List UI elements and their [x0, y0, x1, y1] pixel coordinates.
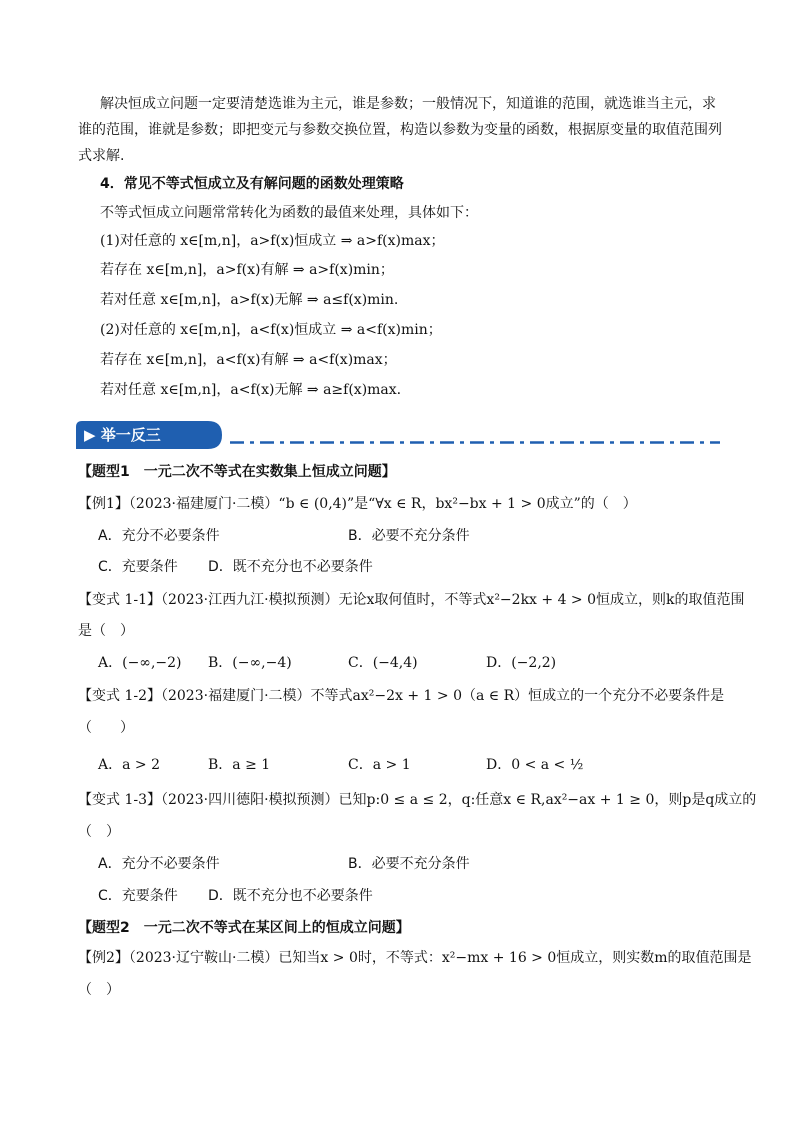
dash-divider [230, 441, 720, 444]
example-2-stem-line-2: （ ） [78, 982, 120, 998]
strategy-item-6: 若对任意 x∈[m,n]，a<f(x)无解 ⇒ a≥f(x)max. [100, 382, 402, 398]
variant-1-1-option-c: C．(−4,4) [348, 655, 418, 671]
section-banner-text: ▶ 举一反三 [84, 426, 161, 444]
section-4-heading: 4．常见不等式恒成立及有解问题的函数处理策略 [100, 176, 404, 192]
variant-1-1-stem-line-1: 【变式 1-1】（2023·江西九江·模拟预测）无论x取何值时，不等式x²−2kx + 4 > 0恒成立，则k的取值范围 [78, 592, 745, 608]
section-4-desc: 不等式恒成立问题常常转化为函数的最值来处理，具体如下： [100, 205, 478, 221]
variant-1-1-stem-line-2: 是（ ） [78, 623, 134, 639]
variant-1-3-stem-line-2: （ ） [78, 824, 120, 840]
intro-line-2: 谁的范围，谁就是参数；即把变元与参数交换位置，构造以参数为变量的函数，根据原变量的取值范围列 [78, 122, 722, 138]
variant-1-2-stem-line-1: 【变式 1-2】（2023·福建厦门·二模）不等式ax²−2x + 1 > 0（a ∈ R）恒成立的一个充分不必要条件是 [78, 688, 725, 704]
variant-1-2-option-d: D．0 < a < ½ [486, 757, 584, 773]
example-1-option-a: A．充分不必要条件 [98, 528, 220, 544]
strategy-item-4: (2)对任意的 x∈[m,n]，a<f(x)恒成立 ⇒ a<f(x)min； [100, 322, 442, 338]
example-2-stem-line-1: 【例2】（2023·辽宁鞍山·二模）已知当x > 0时，不等式：x²−mx + 16 > 0恒成立，则实数m的取值范围是 [78, 950, 752, 966]
variant-1-1-option-b: B．(−∞,−4) [208, 655, 292, 671]
type-1-title: 【题型1 一元二次不等式在实数集上恒成立问题】 [78, 464, 396, 480]
strategy-item-2: 若存在 x∈[m,n]，a>f(x)有解 ⇒ a>f(x)min； [100, 262, 394, 278]
example-1-option-d: D．既不充分也不必要条件 [208, 559, 373, 575]
variant-1-3-stem-line-1: 【变式 1-3】（2023·四川德阳·模拟预测）已知p:0 ≤ a ≤ 2，q:任意x ∈ R,ax²−ax + 1 ≥ 0，则p是q成立的 [78, 792, 757, 808]
intro-line-1: 解决恒成立问题一定要清楚选谁为主元，谁是参数；一般情况下，知道谁的范围，就选谁当主元，求 [100, 96, 716, 112]
variant-1-1-option-a: A．(−∞,−2) [98, 655, 182, 671]
strategy-item-1: (1)对任意的 x∈[m,n]，a>f(x)恒成立 ⇒ a>f(x)max； [100, 233, 445, 249]
type-2-title: 【题型2 一元二次不等式在某区间上的恒成立问题】 [78, 920, 410, 936]
variant-1-3-option-d: D．既不充分也不必要条件 [208, 888, 373, 904]
strategy-item-3: 若对任意 x∈[m,n]，a>f(x)无解 ⇒ a≤f(x)min. [100, 292, 399, 308]
strategy-item-5: 若存在 x∈[m,n]，a<f(x)有解 ⇒ a<f(x)max； [100, 352, 397, 368]
intro-line-3: 式求解. [78, 148, 125, 164]
example-1-stem: 【例1】（2023·福建厦门·二模）“b ∈ (0,4)”是“∀x ∈ R，bx²−bx + 1 > 0成立”的（ ） [78, 496, 637, 512]
variant-1-2-option-c: C．a > 1 [348, 757, 411, 773]
variant-1-3-option-a: A．充分不必要条件 [98, 856, 220, 872]
variant-1-3-option-c: C．充要条件 [98, 888, 178, 904]
example-1-option-c: C．充要条件 [98, 559, 178, 575]
variant-1-1-option-d: D．(−2,2) [486, 655, 557, 671]
example-1-option-b: B．必要不充分条件 [348, 528, 470, 544]
variant-1-2-option-a: A．a > 2 [98, 757, 160, 773]
variant-1-2-stem-line-2: （ ） [78, 720, 134, 736]
variant-1-3-option-b: B．必要不充分条件 [348, 856, 470, 872]
variant-1-2-option-b: B．a ≥ 1 [208, 757, 271, 773]
